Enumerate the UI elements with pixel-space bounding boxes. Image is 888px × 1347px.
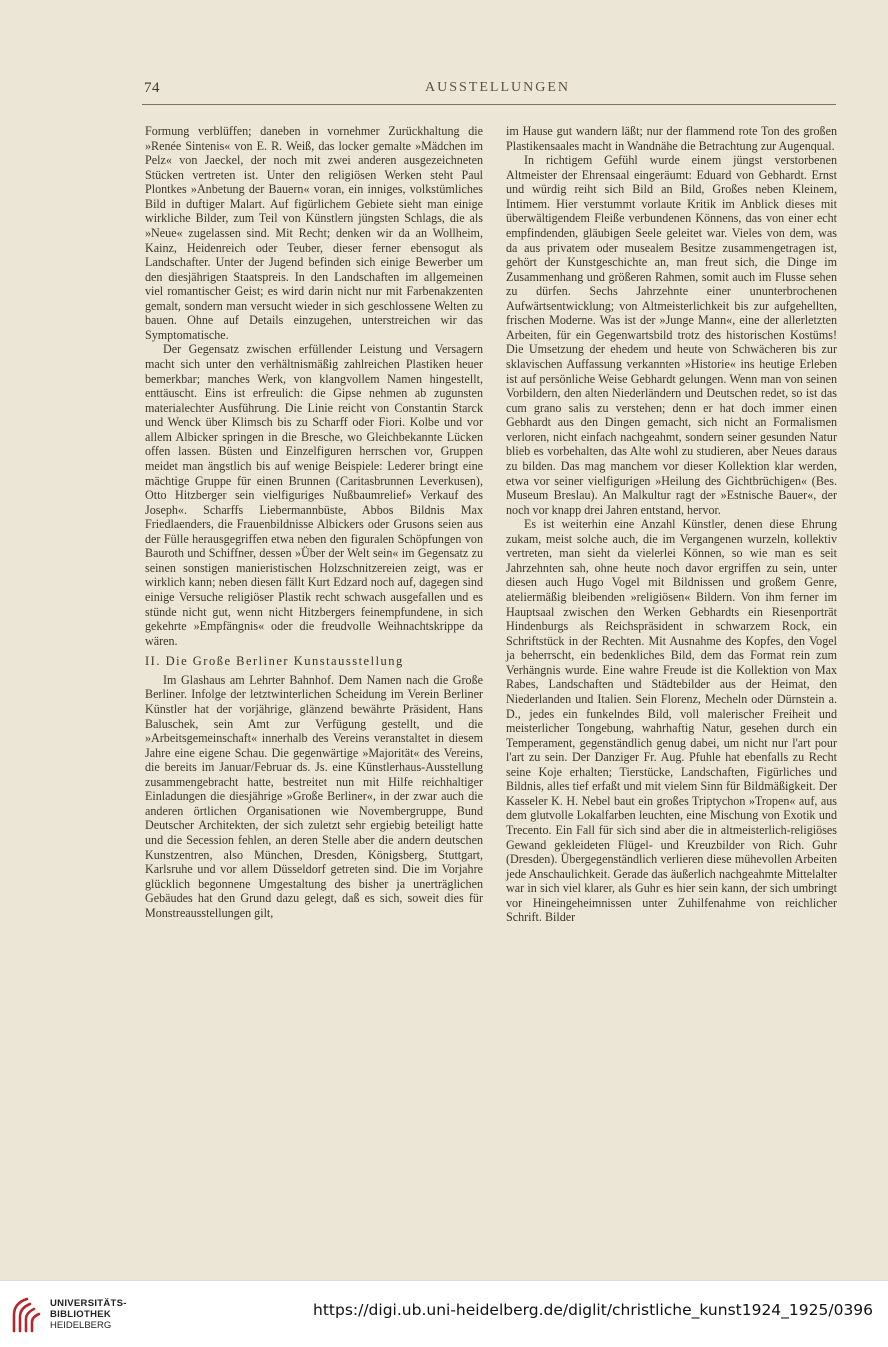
left-paragraph-3: Im Glashaus am Lehrter Bahnhof. Dem Namen nach die Große Berliner. Infolge der letztwinterlichen Scheidung im Verein Berliner Künstler hat der vorjährige, glänzend bewährte Präsident, Hans Baluschek, sein Amt zur Verfügung gestellt, und die »Arbeitsgemeinschaft« innerhalb des Vereins veranstaltet in diesem Jahre eine eigene Schau. Die gegenwärtige »Majorität« des Vereins, die bereits im Januar/Februar ds. Js. eine Künstlerhaus-Ausstellung zusammengebracht hatte, bestreitet nun mit Hilfe reichhaltiger Einladungen die diesjährige »Große Berliner«, in der zwar auch die anderen örtlichen Organisationen wie Novembergruppe, Bund Deutscher Architekten, der sich zuletzt sehr ergiebig beteiligt hatte und die Secession fehlen, an deren Stelle aber die andern deutschen Kunstzentren, also München, Dresden, Königsberg, Stuttgart, Karlsruhe und vor allem Düsseldorf getreten sind. Die im Vorjahre glücklich begonnene Umgestaltung des bisher ja unerträglichen Gebäudes hat den Grund dazu gelegt, daß es sich, soweit dies für Monstreausstellungen gilt, [145,672,483,920]
running-title: AUSSTELLUNGEN [425,80,570,95]
right-paragraph-2: In richtigem Gefühl wurde einem jüngst verstorbenen Altmeister der Ehrensaal eingeräumt: Eduard von Gebhardt. Ernst und würdig reiht sich Bild an Bild, Großes neben Kleinem, Intimem. Hier verstummt vorlaute Kritik im Anblick dieses mit überwältigendem Fleiße verbundenen Könnens, das von einer echt empfindenden, gläubigen Seele geleitet war. Vieles von dem, was da aus privatem oder musealem Besitze zusammengetragen ist, gehört der Kunstgeschichte an, man freut sich, die Dinge im Zusammenhang und größeren Rahmen, somit auch im Flusse sehen zu dürfen. Sechs Jahrzehnte einer ununterbrochenen Aufwärtsentwicklung; von Altmeisterlichkeit bis zur aufgehellten, frischen Moderne. Was ist der »Junge Mann«, eine der allerletzten Arbeiten, für ein Gegenwartsbild trotz des historischen Kostüms! Die Umsetzung der ehedem und heute von Schwächeren bis zur sklavischen Auffassung verkannten »Historie« ins heutige Erleben ist auf persönliche Weise Gebhardt gelungen. Wenn man von seinen Vorbildern, den alten Niederländern und Deutschen redet, so ist das cum grano salis zu verstehen; denn er hat doch immer einen Gebhardt aus den Dingen gemacht, sich nicht an Formalismen verloren, nicht einfach nachgeahmt, sondern seiner gesunden Natur blieb es vorbehalten, das Alte wohl zu studieren, aber Neues daraus zu bilden. Das mag manchem vor dieser Kollektion klar werden, etwa vor seiner vielfigurigen »Heilung des Gichtbrüchigen« (Bes. Museum Breslau). An Malkultur ragt der »Estnische Bauer«, der noch vor knapp drei Jahren entstand, hervor. [506,153,837,517]
right-column [506,124,837,925]
university-library-logo-icon [10,1293,44,1335]
library-name-line-3: HEIDELBERG [50,1320,112,1331]
page-number: 74 [144,80,160,96]
library-name [50,1298,127,1331]
left-column [145,124,483,920]
right-paragraph-3: Es ist weiterhin eine Anzahl Künstler, denen diese Ehrung zukam, meist solche auch, die im Vergangenen wurzeln, kollektiv vertreten, man sieht da vielerlei Können, so wie man es seit Jahrzehnten sah, ohne heute noch davor ergriffen zu sein, unter diesen auch Hugo Vogel mit Bildnissen und großem Genre, ateliermäßig bleibenden »religiösen« Bildern. Von ihm ferner im Hauptsaal zwischen den Werken Gebhardts ein Riesenporträt Hindenburgs als Reichspräsident in schwarzem Rock, ein Schriftstück in der Rechten. Mit Ausnahme des Kopfes, den Vogel ja beherrscht, ein bedenkliches Bild, dem das Format rein zum Verhängnis wurde. Eine wahre Freude ist die Kollektion von Max Rabes, Landschaften und Städtebilder aus der Heimat, den Niederlanden und Italien. Sein Florenz, Mecheln oder Dürnstein a. D., jedes ein funkelndes Bild, voll malerischer Freiheit und meisterlicher Tongebung, wahrhaftig Natur, gesehen durch ein Temperament, gegenständlich genug dabei, um nicht nur l'art pour l'art zu sein. Der Danziger Fr. Aug. Pfuhle hat ebenfalls zu Recht seine Koje erhalten; Tierstücke, Landschaften, Figürliches und Bildnis, alles tief erfaßt und mit vielem Sinn für Bildmäßigkeit. Der Kasseler K. H. Nebel baut ein großes Triptychon »Tropen« auf, aus dem glutvolle Lokalfarben leuchten, eine Mischung von Exotik und Trecento. Ein Fall für sich sind aber die in altmeisterlich-religiöses Gewand gekleideten Flügel- und Kreuzbilder von Rich. Guhr (Dresden). Übergegenständlich verlieren diese mühevollen Arbeiten jede Anschaulichkeit. Gerade das äußerlich nachgeahmte Mittelalter war in sich viel klarer, als Guhr es hier sein kann, der sich umbringt vor Hineingeheimnissen unter Zuhilfenahme von reichlicher Schrift. Bilder [506,517,837,925]
document-url-link[interactable]: https://digi.ub.uni-heidelberg.de/diglit/christliche_kunst1924_1925/0396 [313,1301,874,1319]
viewer-footer [0,1280,888,1347]
left-paragraph-1: Formung verblüffen; daneben in vornehmer Zurückhaltung die »Renée Sintenis« von E. R. Weiß, das locker gemalte »Mädchen im Pelz« von Jaeckel, der noch mit zwei anderen ausgezeichneten Stücken vertreten ist. Unter den religiösen Werken steht Paul Plontkes »Anbetung der Bauern« voran, ein inniges, volkstümliches Bild in duftiger Malart. Auf figürlichem Gebiete sieht man einige wirkliche Bilder, zum Teil von Künstlern jüngsten Schlags, die als »Neue« zugelassen sind. Mit Recht; denken wir da an Wollheim, Kainz, Heidenreich oder Teuber, dieser ferner ebensogut als Landschafter. Unter der Jugend befinden sich einige Bewerber um den diesjährigen Staatspreis. In den Landschaften im allgemeinen viel romantischer Geist; es wird darin nicht nur mit Farbenakzenten gemalt, sondern man versucht wieder in sich geschlossene Welten zu bauen. Ohne auf Details einzugehen, unterstreichen wir das Symptomatische. [145,124,483,342]
right-paragraph-1: im Hause gut wandern läßt; nur der flammend rote Ton des großen Plastikensaales macht in Wandnähe die Betrachtung zur Augenqual. [506,124,837,153]
page-header [142,80,836,105]
library-name-line-1: UNIVERSITÄTS- [50,1298,127,1309]
section-title: II. Die Große Berliner Kunstausstellung [145,654,404,669]
library-name-line-2: BIBLIOTHEK [50,1309,112,1320]
left-paragraph-2: Der Gegensatz zwischen erfüllender Leistung und Versagern macht sich unter den verhältnismäßig zahlreichen Plastiken heuer bemerkbar; manches Werk, von klangvollem Namen hingestellt, enttäuscht. Eins ist erfreulich: die Gipse nehmen ab zugunsten materialechter Ausführung. Die Linie reicht von Constantin Starck und Wenck über Klimsch bis zu Scharff oder Fiori. Kolbe und vor allem Albicker springen in die Bresche, wo Gleichbekannte Lücken offen lassen. Büsten und Einzelfiguren herrschen vor, Gruppen meidet man ängstlich bis auf wenige Beispiele: Lederer bringt eine mächtige Gruppe für einen Brunnen (Caritasbrunnen Leverkusen), Otto Hitzberger sein vielfiguriges Nußbaumrelief» Verkauf des Joseph«. Scharffs Liebermannbüste, Abbos Bildnis Max Friedlaenders, die Frauenbildnisse Albickers oder Grusons seien aus der Fülle herausgegriffen etwa neben den figuralen Schöpfungen von Bauroth und Schiffner, dessen »Über der Welt sein« im Gegensatz zu seinen sonstigen manieristischen Holzschnitzereien zeigt, was er wirklich kann; neben diesen fällt Kurt Edzard noch auf, dagegen sind einige Versuche religiöser Plastik recht schwach ausgefallen und es stünde nicht gut, wenn nicht Hitzbergers feinempfundene, in sich gekehrte »Empfängnis« oder die freudvolle Weihnachtskrippe da wären. [145,342,483,648]
